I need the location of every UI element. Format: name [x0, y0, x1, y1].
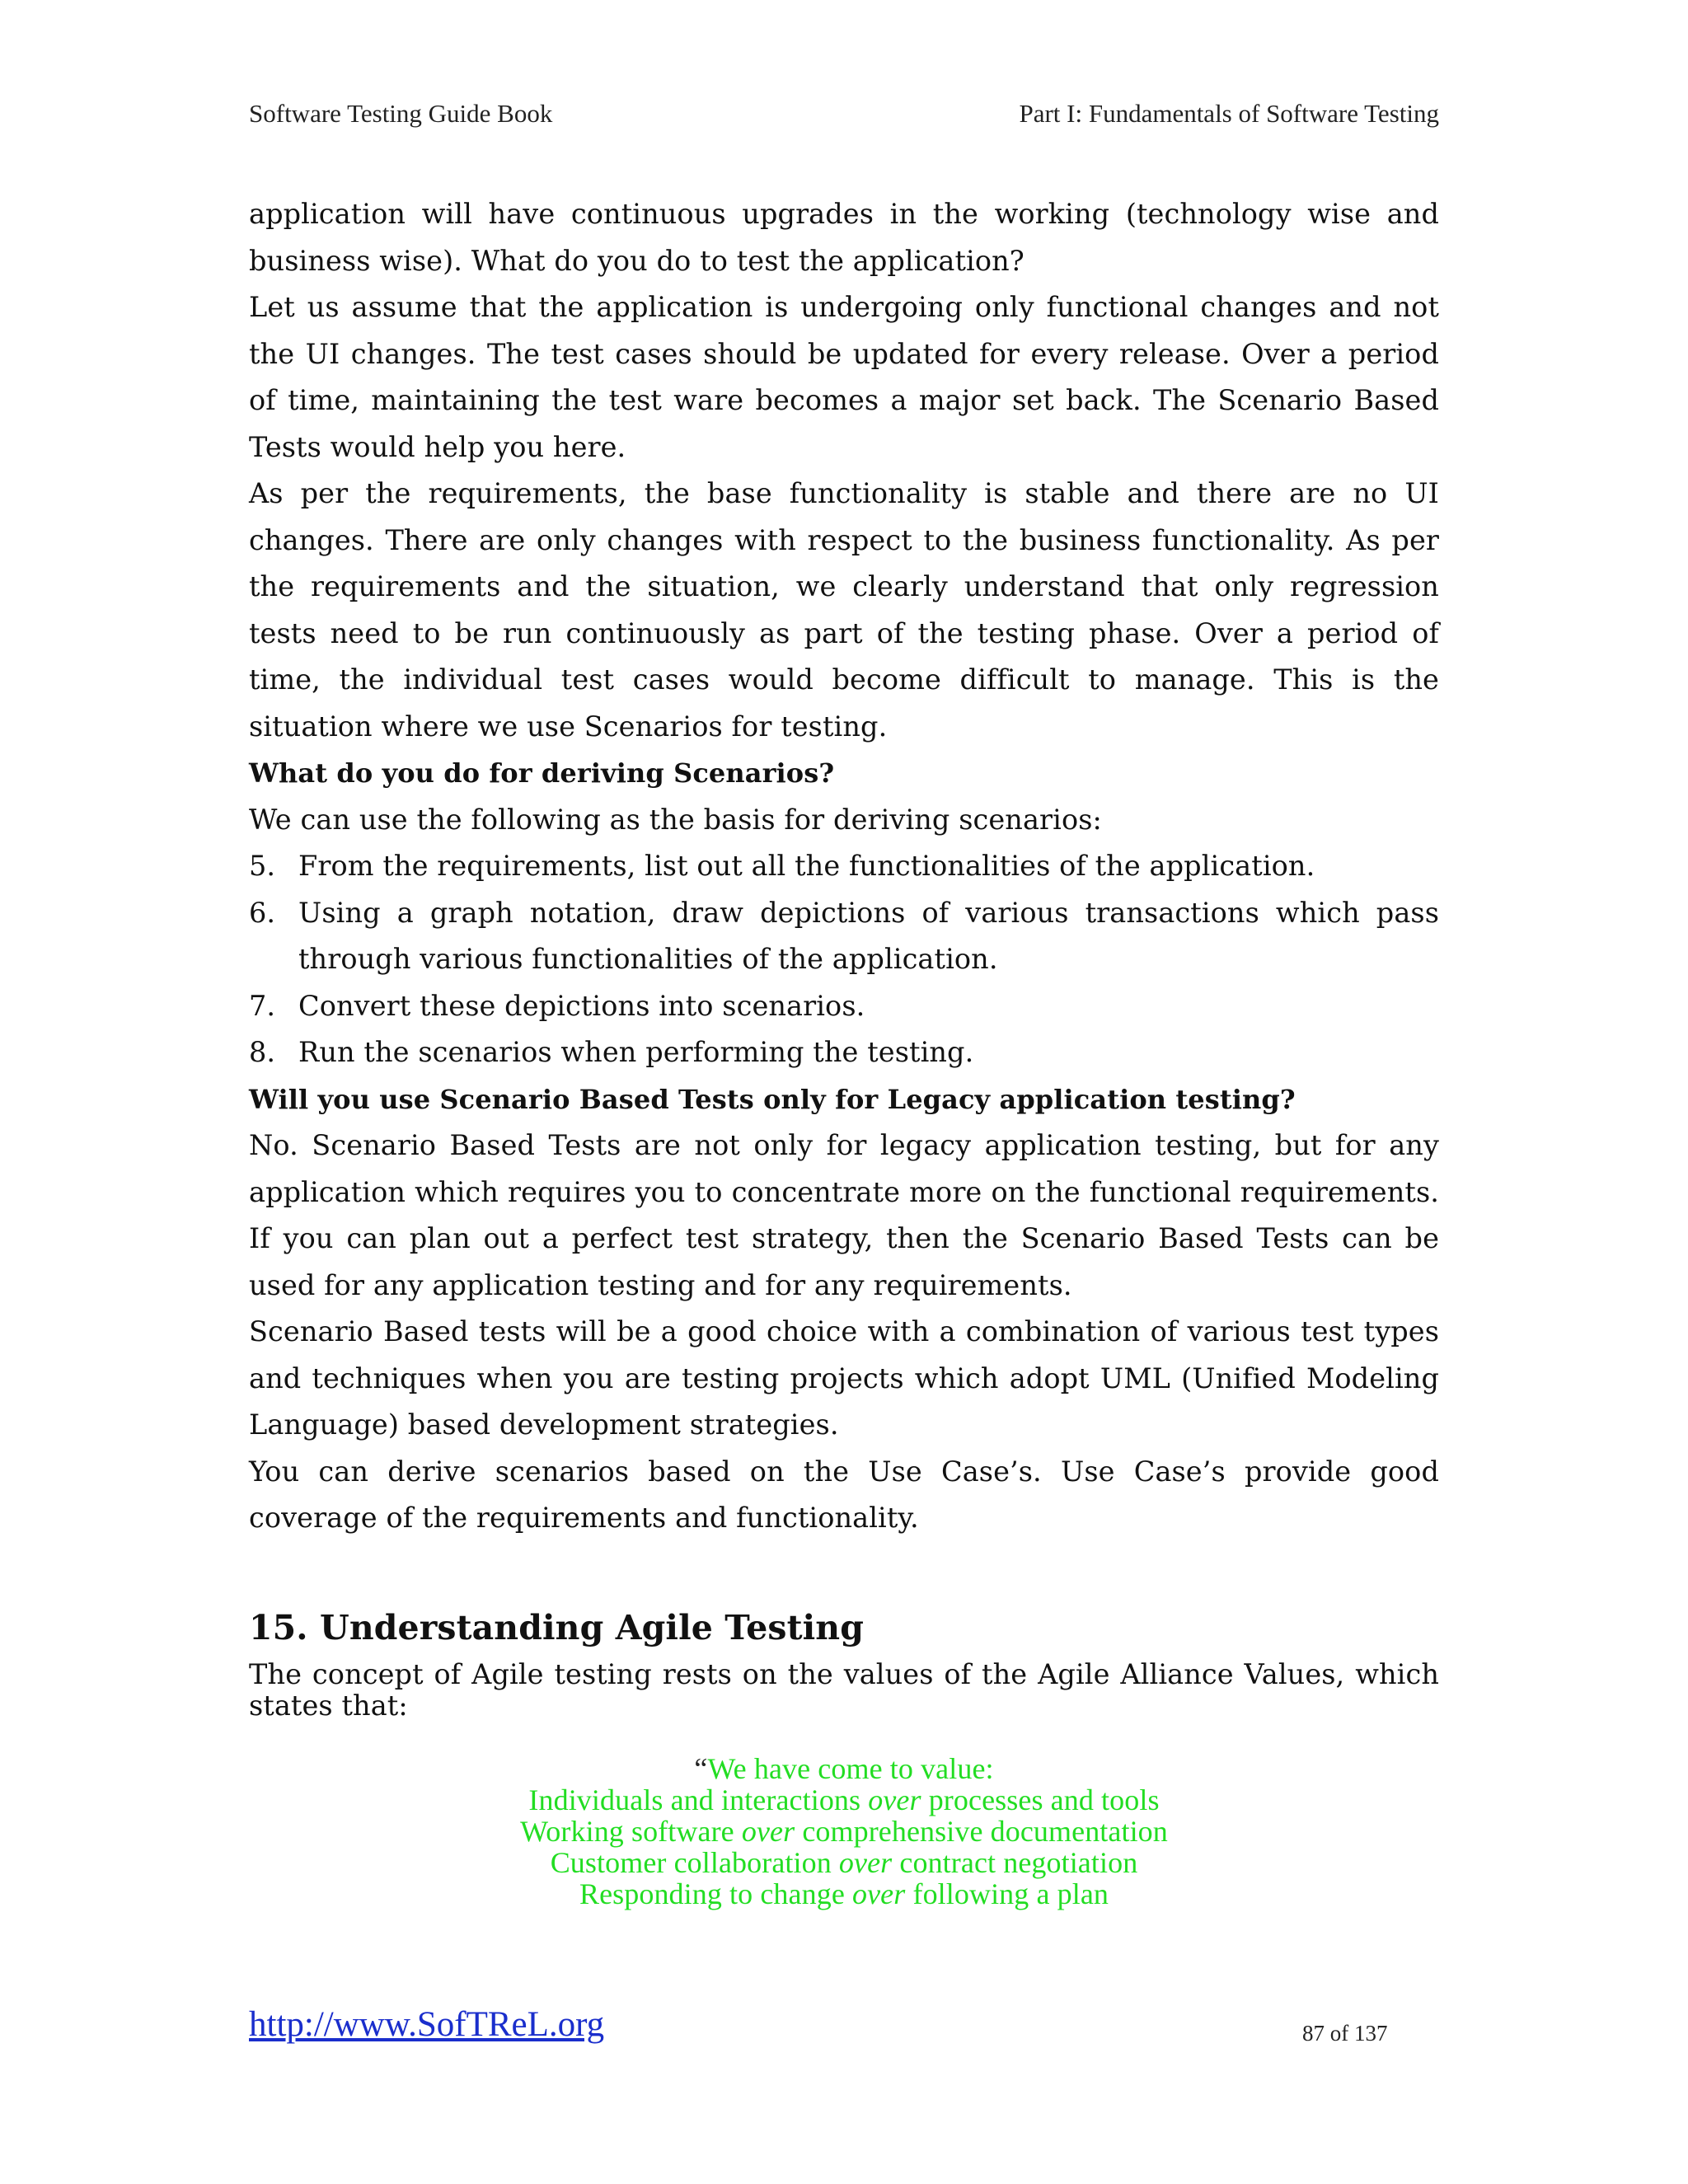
quote-left: Customer collaboration	[550, 1845, 839, 1879]
page-header	[249, 99, 1439, 129]
quote-open-mark: “	[694, 1751, 708, 1785]
quote-right: comprehensive documentation	[795, 1814, 1168, 1848]
section-heading: 15. Understanding Agile Testing	[249, 1607, 864, 1647]
header-book-title: Software Testing Guide Book	[249, 99, 553, 128]
list-number: 7.	[249, 989, 276, 1022]
paragraph: Let us assume that the application is undergoing only functional changes and not the UI changes. The test cases should be updated for every release. Over a period of time, maintaining the test ware becomes a major set back. The Scenario Based Tests would help you here.	[249, 291, 1439, 463]
list-item	[249, 890, 1439, 983]
quote-right: processes and tools	[921, 1783, 1160, 1816]
list-text: Convert these depictions into scenarios.	[298, 989, 865, 1022]
list-item	[249, 843, 1439, 890]
section-intro: The concept of Agile testing rests on the values of the Agile Alliance Values, which states that:	[249, 1657, 1439, 1722]
question-heading: Will you use Scenario Based Tests only for Legacy application testing?	[249, 1083, 1296, 1115]
header-part-title: Part I: Fundamentals of Software Testing	[1019, 99, 1439, 128]
quote-line	[249, 1816, 1439, 1847]
quote-line	[249, 1878, 1439, 1910]
paragraph: You can derive scenarios based on the Use Case’s. Use Case’s provide good coverage of the requirements and functionality.	[249, 1455, 1439, 1534]
quote-first-line: We have come to value:	[707, 1751, 994, 1785]
quote-left: Working software	[520, 1814, 742, 1848]
paragraph: We can use the following as the basis for deriving scenarios:	[249, 803, 1102, 836]
list-text: Run the scenarios when performing the testing.	[298, 1036, 974, 1068]
question-heading: What do you do for deriving Scenarios?	[249, 757, 835, 789]
quote-over: over	[838, 1845, 893, 1879]
list-number: 6.	[249, 896, 276, 929]
list-number: 8.	[249, 1036, 276, 1068]
quote-right: following a plan	[905, 1877, 1109, 1910]
page-body	[249, 191, 1439, 1910]
quote-line	[249, 1753, 1439, 1784]
list-text: Using a graph notation, draw depictions of various transactions which pass through various functionalities of the application.	[298, 896, 1439, 975]
quote-right: contract negotiation	[892, 1845, 1138, 1879]
quote-over: over	[868, 1783, 921, 1816]
list-text: From the requirements, list out all the functionalities of the application.	[298, 850, 1315, 882]
paragraph: As per the requirements, the base functionality is stable and there are no UI changes. There are only changes with respect to the business functionality. As per the requirements and the situation, we clearly understand that only regression tests need to be run continuously as part of the testing phase. Over a period of time, the individual test cases would become difficult to manage. This is the situation where we use Scenarios for testing.	[249, 477, 1439, 743]
footer-website-link[interactable]: http://www.SofTReL.org	[249, 2005, 605, 2044]
quote-left: Responding to change	[579, 1877, 852, 1910]
paragraph: No. Scenario Based Tests are not only for legacy application testing, but for any application which requires you to concentrate more on the functional requirements. If you can plan out a perfect test strategy, then the Scenario Based Tests can be used for any application testing and for any requirements.	[249, 1129, 1439, 1301]
page-number: 87 of 137	[1302, 2021, 1388, 2046]
quote-line	[249, 1784, 1439, 1816]
paragraph: application will have continuous upgrades in the working (technology wise and business wise). What do you do to test the application?	[249, 198, 1439, 277]
quote-over: over	[852, 1877, 906, 1910]
numbered-list	[249, 843, 1439, 1076]
list-number: 5.	[249, 850, 276, 882]
quote-left: Individuals and interactions	[528, 1783, 869, 1816]
list-item	[249, 983, 1439, 1030]
paragraph: Scenario Based tests will be a good choice with a combination of various test types and techniques when you are testing projects which adopt UML (Unified Modeling Language) based development strategies.	[249, 1315, 1439, 1441]
list-item	[249, 1029, 1439, 1076]
quote-line	[249, 1847, 1439, 1878]
quote-over: over	[741, 1814, 795, 1848]
agile-values-quote	[249, 1753, 1439, 1910]
